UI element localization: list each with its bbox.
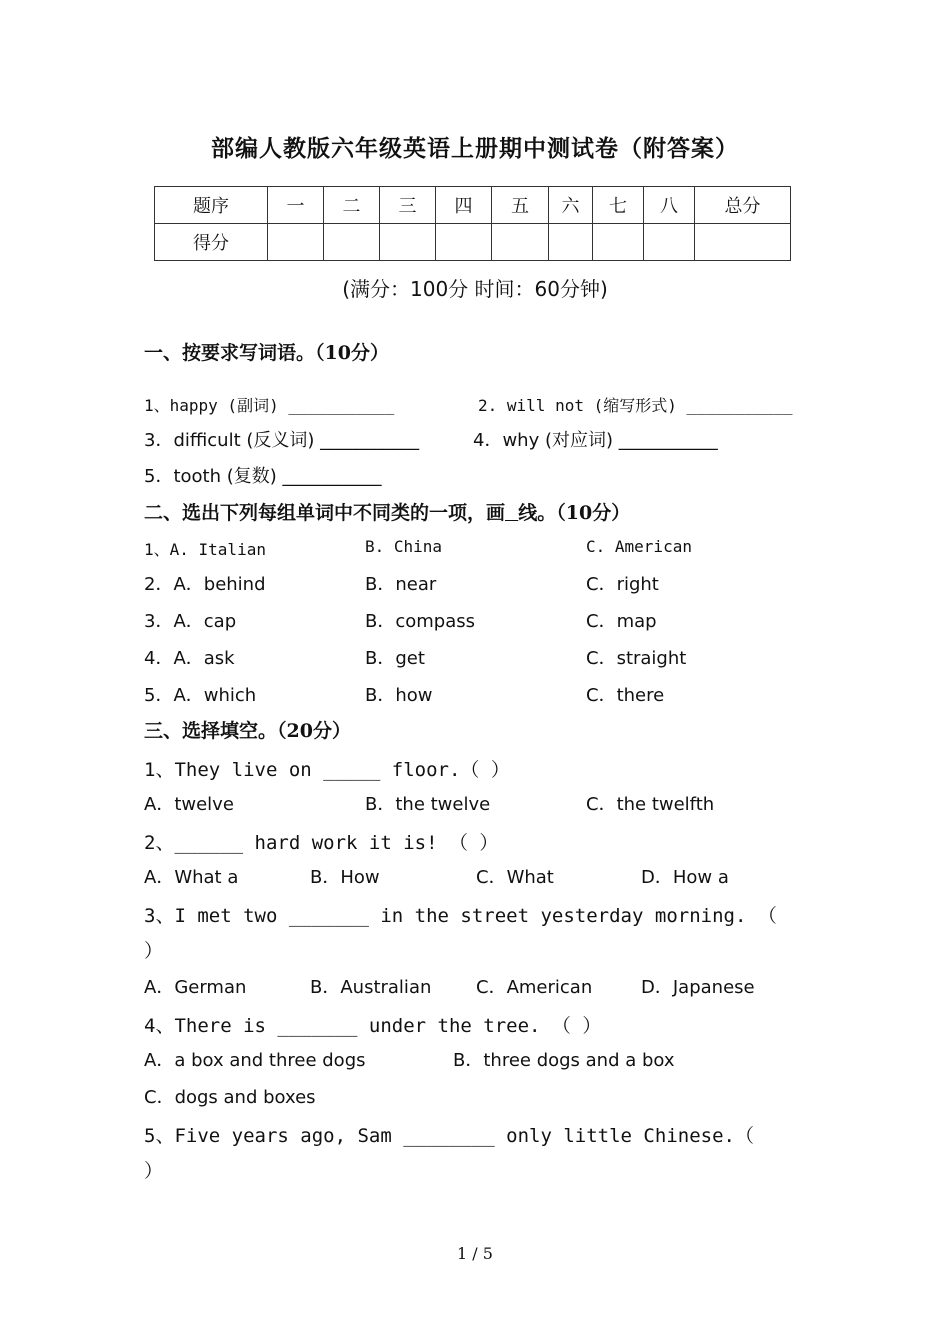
- section-3-heading: 三、选择填空。（20分）: [144, 720, 351, 742]
- q2-2-option-c: C．right: [586, 574, 659, 595]
- q2-4-option-a: 4．A．ask: [144, 648, 235, 669]
- score-table-cell: 一: [268, 187, 324, 224]
- score-table-cell: 四: [436, 187, 492, 224]
- section-2-heading: [144, 498, 630, 525]
- score-input-cell[interactable]: [549, 224, 593, 261]
- q2-1-option-b: B. China: [365, 537, 443, 556]
- score-table-cell: 三: [380, 187, 436, 224]
- page-number: 1 / 5: [457, 1244, 493, 1263]
- score-table-cell: 七: [593, 187, 644, 224]
- q3-3-option-c: C．American: [476, 977, 593, 998]
- score-table-cell: 总分: [695, 187, 791, 224]
- score-table: [154, 186, 791, 261]
- score-table-score-row: [155, 224, 791, 261]
- q3-4-option-b: B．three dogs and a box: [453, 1050, 675, 1071]
- q3-2-option-b: B．How: [310, 867, 380, 888]
- q2-2-option-b: B．near: [365, 574, 437, 595]
- q3-2-stem: 2、______ hard work it is! （ ）: [144, 832, 499, 854]
- q3-3-option-a: A．German: [144, 977, 247, 998]
- q2-3-option-a: 3．A．cap: [144, 611, 237, 632]
- q2-1-option-a: 1、A. Italian: [144, 540, 266, 559]
- score-input-cell[interactable]: [268, 224, 324, 261]
- score-table-cell: 二: [324, 187, 380, 224]
- score-input-cell[interactable]: [436, 224, 492, 261]
- score-input-cell[interactable]: [593, 224, 644, 261]
- q2-3-option-c: C．map: [586, 611, 657, 632]
- q3-1-option-a: A．twelve: [144, 794, 234, 815]
- section-2-heading-start: 二、选出下列每组单词中不同类的一项，画: [144, 502, 506, 524]
- q2-1-option-c: C. American: [586, 537, 692, 556]
- q3-4-option-a: A．a box and three dogs: [144, 1050, 366, 1071]
- score-table-header-row: [155, 187, 791, 224]
- q3-3-stem-end: ）: [144, 940, 164, 962]
- score-table-cell: 题序: [155, 187, 268, 224]
- q3-2-option-c: C．What: [476, 867, 554, 888]
- question-1-4: 4．why (对应词) ___________: [473, 430, 718, 451]
- q2-5-option-a: 5．A．which: [144, 685, 257, 706]
- section-2-heading-blank: [505, 502, 518, 524]
- q2-3-option-b: B．compass: [365, 611, 476, 632]
- q3-3-stem: 3、I met two _______ in the street yesterday morning. （: [144, 905, 777, 927]
- q3-3-option-d: D．Japanese: [641, 977, 755, 998]
- section-1-heading: 一、按要求写词语。（10分）: [144, 342, 389, 364]
- score-input-cell[interactable]: [695, 224, 791, 261]
- q3-5-stem: 5、Five years ago, Sam ________ only little Chinese.（: [144, 1125, 754, 1147]
- q2-4-option-c: C．straight: [586, 648, 687, 669]
- q3-4-option-c: C．dogs and boxes: [144, 1087, 316, 1108]
- q3-3-option-b: B．Australian: [310, 977, 432, 998]
- score-table-cell: 五: [492, 187, 549, 224]
- q2-5-option-b: B．how: [365, 685, 433, 706]
- score-input-cell[interactable]: [324, 224, 380, 261]
- q3-1-option-c: C．the twelfth: [586, 794, 715, 815]
- score-table-cell: 八: [644, 187, 695, 224]
- section-2-heading-end: 线。（10分）: [518, 502, 631, 524]
- q3-1-option-b: B．the twelve: [365, 794, 491, 815]
- question-1-2: 2. will not (缩写形式) ___________: [478, 396, 793, 415]
- q3-4-stem: 4、There is _______ under the tree. （ ）: [144, 1015, 602, 1037]
- question-1-3: 3．difficult (反义词) ___________: [144, 430, 420, 451]
- q3-5-stem-end: ）: [144, 1160, 164, 1182]
- q3-2-option-a: A．What a: [144, 867, 239, 888]
- question-1-5: 5．tooth (复数) ___________: [144, 466, 382, 487]
- q2-2-option-a: 2．A．behind: [144, 574, 266, 595]
- q2-4-option-b: B．get: [365, 648, 425, 669]
- page-title: 部编人教版六年级英语上册期中测试卷（附答案）: [211, 135, 739, 162]
- q2-5-option-c: C．there: [586, 685, 665, 706]
- question-1-1: 1、happy (副词) ___________: [144, 396, 395, 415]
- q3-2-option-d: D．How a: [641, 867, 729, 888]
- q3-1-stem: 1、They live on _____ floor.（ ）: [144, 759, 510, 781]
- exam-info: (满分：100分 时间：60分钟): [342, 277, 608, 301]
- score-input-cell[interactable]: [644, 224, 695, 261]
- score-input-cell[interactable]: [492, 224, 549, 261]
- score-input-cell[interactable]: [380, 224, 436, 261]
- score-row-label: 得分: [155, 224, 268, 261]
- score-table-cell: 六: [549, 187, 593, 224]
